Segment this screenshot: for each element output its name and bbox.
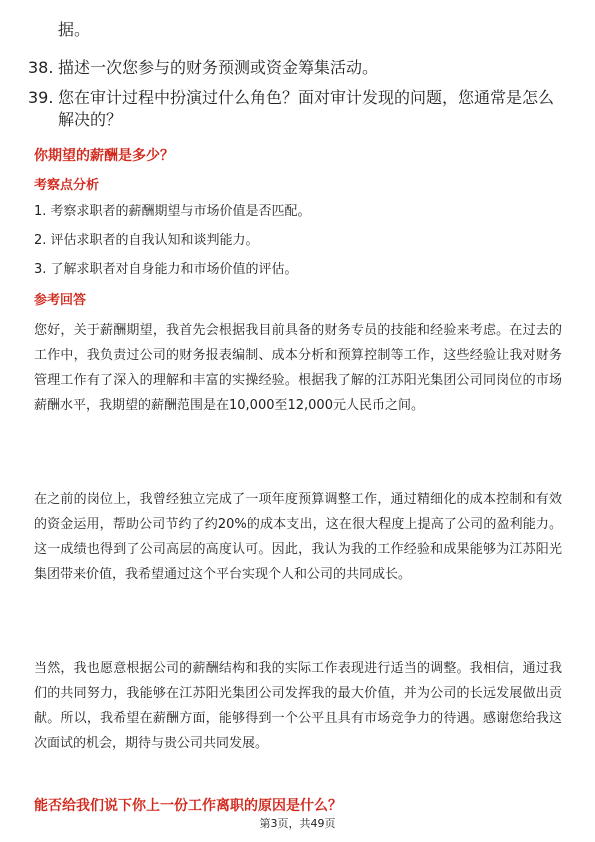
analysis-point: 3. 了解求职者对自身能力和市场价值的评估。 (34, 262, 298, 277)
next-question-heading (34, 796, 562, 816)
answer-paragraph: 当然，我也愿意根据公司的薪酬结构和我的实际工作表现进行适当的调整。我相信，通过我们的共同努力，我能够在江苏阳光集团公司发挥我的最大价值，并为公司的长远发展做出贡献。所以，我希望在薪酬方面，能够得到一个公平且具有市场竞争力的待遇。感谢您给我这次面试的机会，期待与贵公司共同发展。 (34, 661, 562, 751)
answer-paragraph: 您好，关于薪酬期望，我首先会根据我目前具备的财务专员的技能和经验来考虑。在过去的工作中，我负责过公司的财务报表编制、成本分析和预算控制等工作，这些经验让我对财务管理工作有了深入的理解和丰富的实操经验。根据我了解的江苏阳光集团公司同岗位的市场薪酬水平，我期望的薪酬范围是在10,000至12,000元人民币之间。 (34, 323, 562, 413)
answer-title: 参考回答 (34, 293, 87, 308)
question-list (28, 57, 568, 139)
analysis-title: 考察点分析 (34, 178, 100, 193)
salary-question-heading (34, 146, 562, 166)
answer-paragraph: 在之前的岗位上，我曾经独立完成了一项年度预算调整工作，通过精细化的成本控制和有效的资金运用，帮助公司节约了约20%的成本支出，这在很大程度上提高了公司的盈利能力。这一成绩也得到了公司高层的高度认可。因此，我认为我的工作经验和成果能够为江苏阳光集团带来价值，我希望通过这个平台实现个人和公司的共同成长。 (34, 492, 562, 582)
analysis-point: 1. 考察求职者的薪酬期望与市场价值是否匹配。 (34, 204, 311, 219)
analysis-section (34, 176, 562, 280)
question-item (28, 87, 568, 131)
question-text: 描述一次您参与的财务预测或资金筹集活动。 (58, 58, 379, 77)
page-footer: 第3页，共49页 (259, 817, 336, 830)
previous-text-continuation: 据。 (58, 20, 91, 39)
question-number: 39. (28, 88, 54, 107)
next-question-title: 能否给我们说下你上一份工作离职的原因是什么？ (34, 798, 342, 814)
salary-question-title: 你期望的薪酬是多少？ (34, 148, 174, 164)
question-number: 38. (28, 58, 54, 77)
question-item (28, 57, 568, 79)
answer-section (34, 291, 562, 311)
analysis-point: 2. 评估求职者的自我认知和谈判能力。 (34, 233, 259, 248)
question-text: 您在审计过程中扮演过什么角色？面对审计发现的问题，您通常是怎么解决的？ (58, 88, 555, 129)
